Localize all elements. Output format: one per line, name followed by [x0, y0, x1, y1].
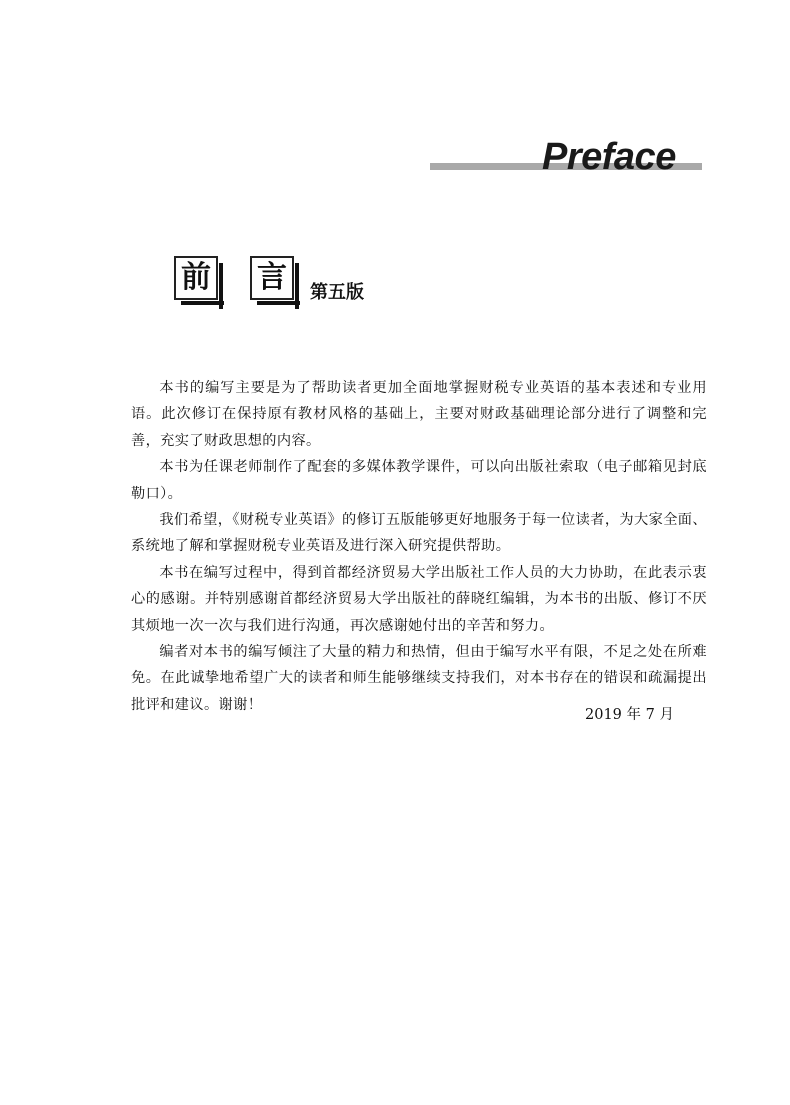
paragraph: 本书为任课老师制作了配套的多媒体教学课件，可以向出版社索取（电子邮箱见封底勒口）。 [131, 459, 707, 502]
heading-char-qian: 前 [174, 256, 218, 300]
preface-english-title: Preface [542, 136, 676, 178]
heading-char-yan: 言 [250, 256, 294, 300]
preface-body [131, 375, 707, 718]
paragraph: 编者对本书的编写倾注了大量的精力和热情，但由于编写水平有限，不足之处在所难免。在此诚挚地希望广大的读者和师生能够继续支持我们，对本书存在的错误和疏漏提出批评和建议。谢谢！ [131, 644, 707, 713]
paragraph: 本书在编写过程中，得到首都经济贸易大学出版社工作人员的大力协助，在此表示衷心的感谢。并特别感谢首都经济贸易大学出版社的薛晓红编辑，为本书的出版、修订不厌其烦地一次一次与我们进行沟通，再次感谢她付出的辛苦和努力。 [131, 564, 707, 634]
edition-label: 第五版 [310, 282, 364, 303]
paragraph: 我们希望，《财税专业英语》的修订五版能够更好地服务于每一位读者，为大家全面、系统地了解和掌握财税专业英语及进行深入研究提供帮助。 [131, 512, 707, 555]
preface-date: 2019 年 7 月 [585, 707, 674, 723]
paragraph: 本书的编写主要是为了帮助读者更加全面地掌握财税专业英语的基本表述和专业用语。此次修订在保持原有教材风格的基础上，主要对财政基础理论部分进行了调整和完善，充实了财政思想的内容。 [131, 380, 707, 449]
